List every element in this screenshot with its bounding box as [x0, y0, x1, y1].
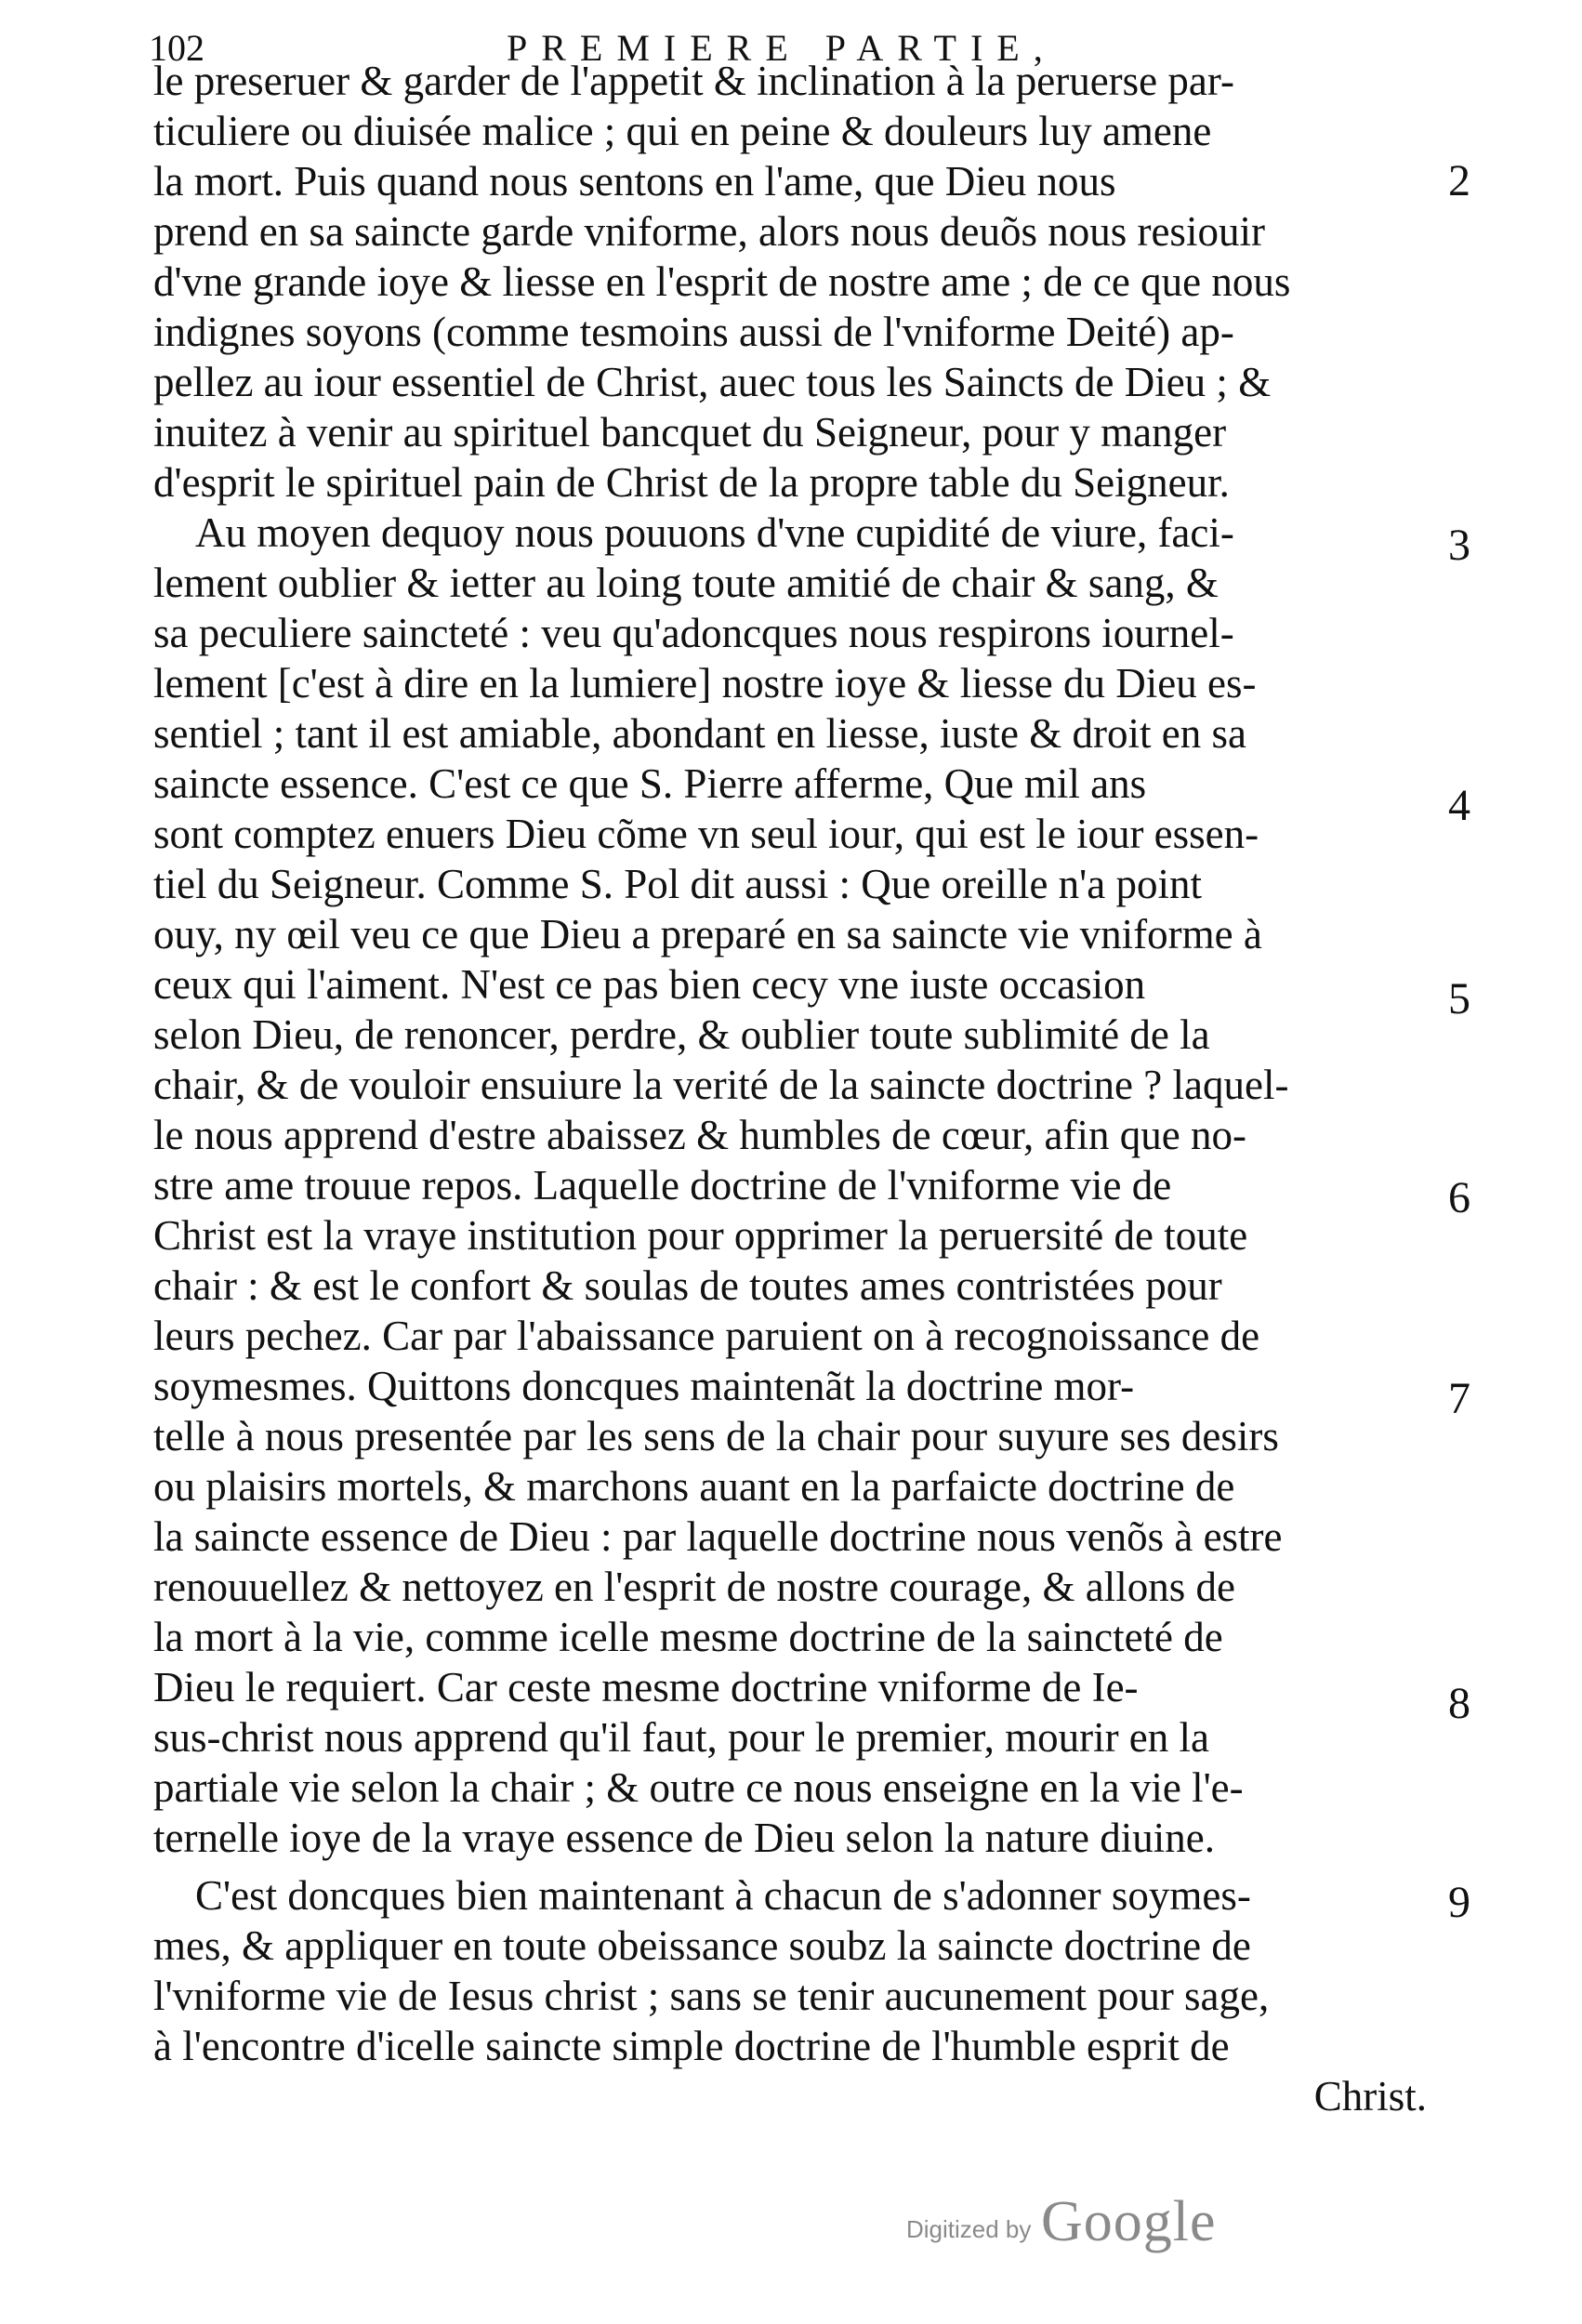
page-number: 102: [149, 27, 204, 69]
text-line: ternelle ioye de la vraye essence de Dieu selon la nature diuine.: [153, 1815, 1216, 1861]
margin-number: 9: [1448, 1878, 1470, 1927]
text-line: inuitez à venir au spirituel bancquet du Seigneur, pour y manger: [153, 409, 1227, 456]
running-head: PREMIERE PARTIE,: [507, 27, 1057, 69]
text-line: sa peculiere saincteté : veu qu'adoncques nous respirons iournel-: [153, 610, 1234, 656]
text-line: C'est doncques bien maintenant à chacun de s'adonner soymes-: [195, 1872, 1251, 1919]
text-line: la mort. Puis quand nous sentons en l'ame, que Dieu nous: [153, 158, 1116, 205]
margin-number: 8: [1448, 1679, 1470, 1728]
text-line: le nous apprend d'estre abaissez & humbles de cœur, afin que no-: [153, 1112, 1246, 1158]
text-line: Christ est la vraye institution pour opprimer la peruersité de toute: [153, 1212, 1248, 1259]
text-line: lement oublier & ietter au loing toute amitié de chair & sang, &: [153, 560, 1219, 606]
text-line: lement [c'est à dire en la lumiere] nostre ioye & liesse du Dieu es-: [153, 660, 1257, 706]
text-line: selon Dieu, de renoncer, perdre, & oublier toute sublimité de la: [153, 1011, 1210, 1058]
text-line: l'vniforme vie de Iesus christ ; sans se tenir aucunement pour sage,: [153, 1973, 1270, 2019]
text-line: sentiel ; tant il est amiable, abondant en liesse, iuste & droit en sa: [153, 710, 1246, 757]
text-line: pellez au iour essentiel de Christ, auec tous les Saincts de Dieu ; &: [153, 359, 1272, 405]
text-line: d'vne grande ioye & liesse en l'esprit de nostre ame ; de ce que nous: [153, 258, 1291, 305]
text-line: la saincte essence de Dieu : par laquelle doctrine nous venõs à estre: [153, 1513, 1283, 1560]
margin-number: 6: [1448, 1173, 1470, 1222]
text-line-catchword: Christ.: [1313, 2073, 1427, 2119]
text-line: ticuliere ou diuisée malice ; qui en peine & douleurs luy amene: [153, 108, 1212, 154]
text-line: ou plaisirs mortels, & marchons auant en la parfaicte doctrine de: [153, 1463, 1235, 1510]
text-line: Au moyen dequoy nous pouuons d'vne cupidité de viure, faci-: [195, 509, 1234, 556]
google-logo: Google: [1041, 2190, 1217, 2253]
text-line: ceux qui l'aiment. N'est ce pas bien cecy vne iuste occasion: [153, 961, 1146, 1008]
digitized-by-label: Digitized by: [906, 2215, 1032, 2243]
margin-number: 2: [1448, 156, 1470, 205]
text-line: Dieu le requiert. Car ceste mesme doctrine vniforme de Ie-: [153, 1664, 1139, 1710]
text-line: renouuellez & nettoyez en l'esprit de nostre courage, & allons de: [153, 1564, 1235, 1610]
text-line: partiale vie selon la chair ; & outre ce nous enseigne en la vie l'e-: [153, 1764, 1244, 1811]
text-line: chair, & de vouloir ensuiure la verité de la saincte doctrine ? laquel-: [153, 1062, 1289, 1108]
text-line: la mort à la vie, comme icelle mesme doctrine de la saincteté de: [153, 1614, 1223, 1660]
text-line: à l'encontre d'icelle saincte simple doctrine de l'humble esprit de: [153, 2023, 1230, 2069]
text-line: telle à nous presentée par les sens de la chair pour suyure ses desirs: [153, 1413, 1279, 1459]
text-line: ouy, ny œil veu ce que Dieu a preparé en sa saincte vie vniforme à: [153, 911, 1262, 957]
text-line: tiel du Seigneur. Comme S. Pol dit aussi : Que oreille n'a point: [153, 861, 1203, 907]
text-line: chair : & est le confort & soulas de toutes ames contristées pour: [153, 1262, 1222, 1309]
text-line: leurs pechez. Car par l'abaissance paruient on à recognoissance de: [153, 1313, 1260, 1359]
text-line: saincte essence. C'est ce que S. Pierre afferme, Que mil ans: [153, 760, 1147, 807]
text-line: mes, & appliquer en toute obeissance soubz la saincte doctrine de: [153, 1922, 1251, 1969]
digitized-by-watermark: [906, 2189, 1259, 2254]
text-line: sus-christ nous apprend qu'il faut, pour le premier, mourir en la: [153, 1714, 1210, 1761]
text-line: prend en sa saincte garde vniforme, alors nous deuõs nous resiouir: [153, 208, 1265, 255]
margin-number: 4: [1448, 781, 1470, 830]
text-line: soymesmes. Quittons doncques maintenãt la doctrine mor-: [153, 1363, 1135, 1409]
text-line: stre ame trouue repos. Laquelle doctrine de l'vniforme vie de: [153, 1162, 1172, 1208]
margin-number: 5: [1448, 974, 1470, 1023]
text-line: d'esprit le spirituel pain de Christ de la propre table du Seigneur.: [153, 459, 1230, 506]
text-line: le preseruer & garder de l'appetit & inclination à la peruerse par-: [153, 58, 1234, 104]
margin-number: 3: [1448, 521, 1470, 570]
margin-number: 7: [1448, 1374, 1470, 1423]
text-line: sont comptez enuers Dieu cõme vn seul iour, qui est le iour essen-: [153, 811, 1259, 857]
text-line: indignes soyons (comme tesmoins aussi de l'vniforme Deité) ap-: [153, 309, 1234, 355]
